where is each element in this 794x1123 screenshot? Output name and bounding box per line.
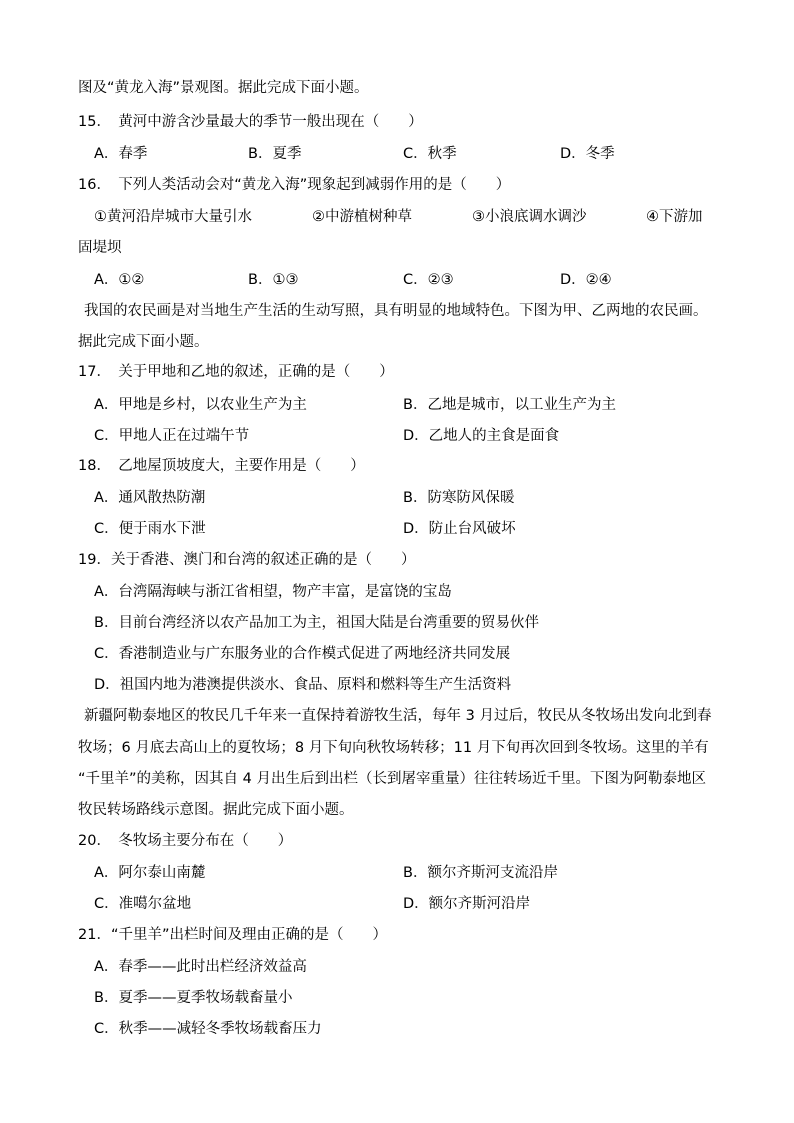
- q16-option-c[interactable]: C．②③: [403, 272, 454, 288]
- q16-option-a[interactable]: A．①②: [94, 272, 145, 288]
- q17-option-b[interactable]: B．乙地是城市，以工业生产为主: [403, 397, 616, 413]
- q20-stem: 20． 冬牧场主要分布在（ ）: [78, 833, 293, 849]
- q18-option-a[interactable]: A．通风散热防潮: [94, 490, 206, 506]
- q16-item-4: ④下游加: [646, 209, 703, 225]
- q19-option-b[interactable]: B．目前台湾经济以农产品加工为主，祖国大陆是台湾重要的贸易伙伴: [94, 615, 539, 631]
- q20-option-a[interactable]: A．阿尔泰山南麓: [94, 865, 206, 881]
- q20-option-c[interactable]: C．准噶尔盆地: [94, 896, 192, 912]
- q17-option-c[interactable]: C．甲地人正在过端午节: [94, 428, 250, 444]
- q18-stem: 18． 乙地屋顶坡度大，主要作用是（ ）: [78, 458, 365, 474]
- q15-stem: 15． 黄河中游含沙量最大的季节一般出现在（ ）: [78, 114, 423, 130]
- q17-option-a[interactable]: A．甲地是乡村，以农业生产为主: [94, 397, 307, 413]
- q21-option-b[interactable]: B．夏季——夏季牧场载畜量小: [94, 990, 293, 1006]
- q15-option-d[interactable]: D．冬季: [560, 146, 615, 162]
- q21-option-a[interactable]: A．春季——此时出栏经济效益高: [94, 959, 307, 975]
- q21-option-c[interactable]: C．秋季——减轻冬季牧场载畜压力: [94, 1021, 322, 1037]
- intro-xinjiang-line2: 牧场；6 月底去高山上的夏牧场；8 月下旬向秋牧场转移；11 月下旬再次回到冬牧场。这里的羊有: [78, 740, 709, 756]
- q15-option-b[interactable]: B．夏季: [248, 146, 302, 162]
- q19-option-d[interactable]: D．祖国内地为港澳提供淡水、食品、原料和燃料等生产生活资料: [94, 677, 512, 693]
- q20-option-d[interactable]: D．额尔齐斯河沿岸: [403, 896, 531, 912]
- q16-item-2: ②中游植树种草: [312, 209, 412, 225]
- q18-option-c[interactable]: C．便于雨水下泄: [94, 521, 206, 537]
- intro-paint-line2: 据此完成下面小题。: [78, 334, 209, 350]
- q16-item-3: ③小浪底调水调沙: [472, 209, 587, 225]
- q16-item-1: ①黄河沿岸城市大量引水: [94, 209, 252, 225]
- q19-option-c[interactable]: C．香港制造业与广东服务业的合作模式促进了两地经济共同发展: [94, 646, 511, 662]
- q16-item-4-cont: 固堤坝: [78, 240, 122, 256]
- intro-paint-line1: 我国的农民画是对当地生产生活的生动写照，具有明显的地域特色。下图为甲、乙两地的农民画。: [84, 303, 708, 319]
- q15-option-c[interactable]: C．秋季: [403, 146, 457, 162]
- intro-xinjiang-line4: 牧民转场路线示意图。据此完成下面小题。: [78, 802, 354, 818]
- q17-option-d[interactable]: D．乙地人的主食是面食: [403, 428, 560, 444]
- q16-stem: 16． 下列人类活动会对“黄龙入海”现象起到减弱作用的是（ ）: [78, 177, 511, 193]
- q19-stem: 19．关于香港、澳门和台湾的叙述正确的是（ ）: [78, 552, 416, 568]
- q17-stem: 17． 关于甲地和乙地的叙述，正确的是（ ）: [78, 364, 394, 380]
- q21-stem: 21．“千里羊”出栏时间及理由正确的是（ ）: [78, 927, 387, 943]
- q18-option-b[interactable]: B．防寒防风保暖: [403, 490, 515, 506]
- q15-option-a[interactable]: A．春季: [94, 146, 148, 162]
- q20-option-b[interactable]: B．额尔齐斯河支流沿岸: [403, 865, 558, 881]
- q16-option-b[interactable]: B．①③: [248, 272, 299, 288]
- q19-option-a[interactable]: A．台湾隔海峡与浙江省相望，物产丰富，是富饶的宝岛: [94, 584, 452, 600]
- intro-xinjiang-line1: 新疆阿勒泰地区的牧民几千年来一直保持着游牧生活，每年 3 月过后，牧民从冬牧场出发向北到春: [84, 708, 712, 724]
- q18-option-d[interactable]: D．防止台风破坏: [403, 521, 516, 537]
- q16-option-d[interactable]: D．②④: [560, 272, 612, 288]
- intro-top: 图及“黄龙入海”景观图。据此完成下面小题。: [78, 80, 369, 96]
- intro-xinjiang-line3: “千里羊”的美称，因其自 4 月出生后到出栏（长到屠宰重量）往往转场近千里。下图为阿勒泰地区: [78, 771, 706, 787]
